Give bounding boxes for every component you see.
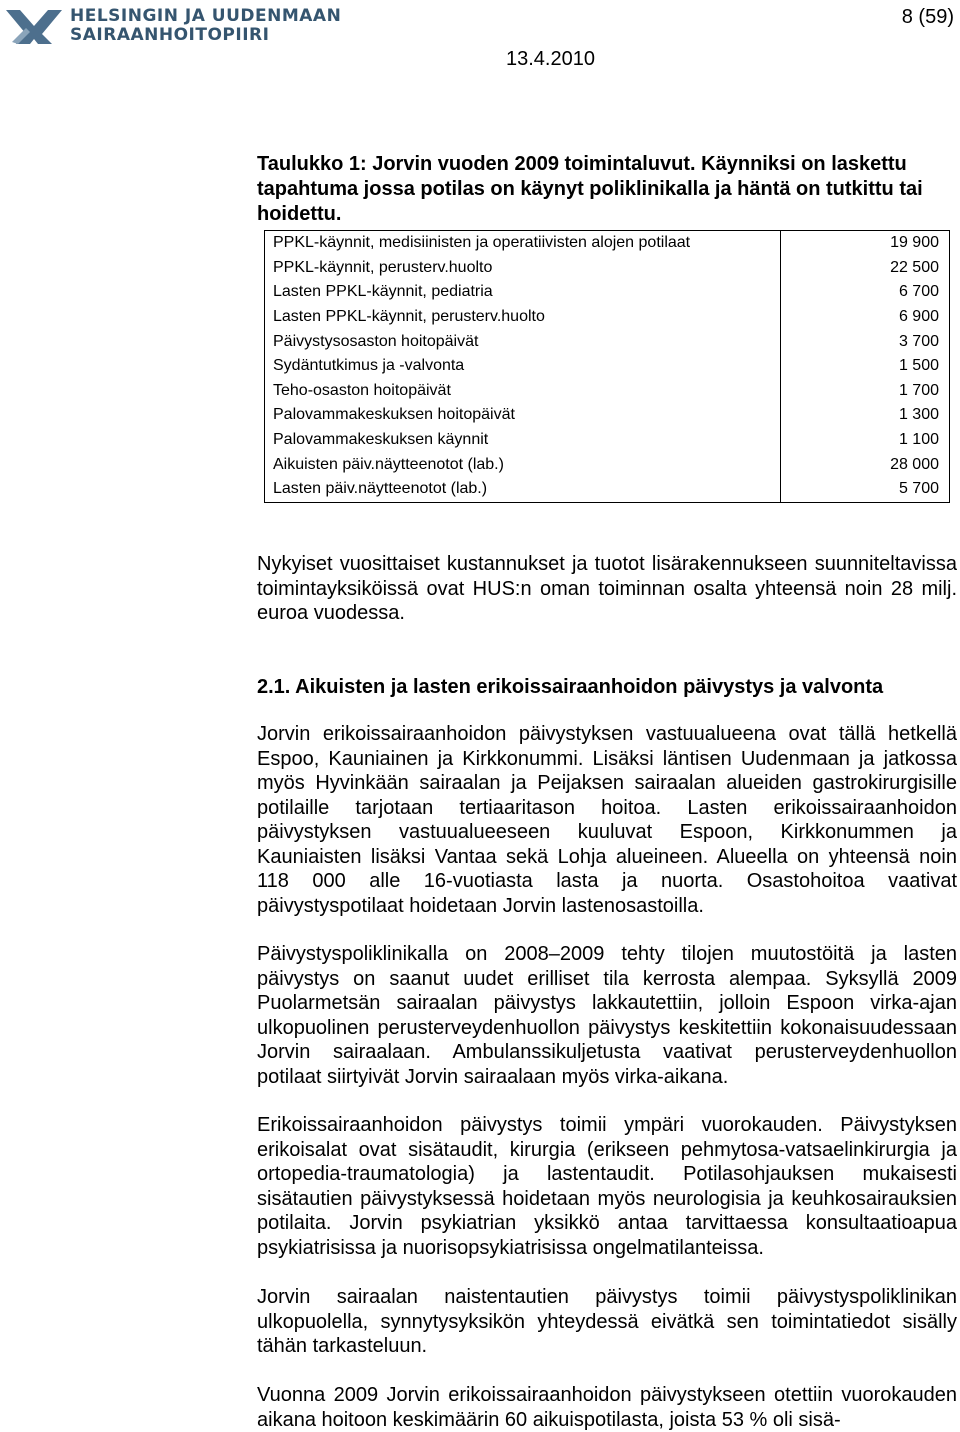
table-cell-label: PPKL-käynnit, perusterv.huolto bbox=[273, 258, 493, 276]
document-date: 13.4.2010 bbox=[506, 48, 595, 70]
table-row bbox=[265, 477, 950, 502]
table-cell-label: Palovammakeskuksen hoitopäivät bbox=[273, 406, 515, 424]
table-caption: Taulukko 1: Jorvin vuoden 2009 toimintaluvut. Käynniksi on laskettu tapahtuma jossa potilas on käynyt poliklinikalla ja häntä on tutkittu tai hoidettu. bbox=[257, 153, 923, 225]
table-row bbox=[265, 354, 950, 379]
table-row bbox=[265, 329, 950, 354]
hus-logo-mark-icon bbox=[4, 4, 66, 46]
paragraph-specialties: Erikoissairaanhoidon päivystys toimii ympäri vuorokauden. Päivystyksen erikoisalat ovat sisätaudit, kirurgia (erikseen pehmytosa-vatsaelinkirurgia ja ortopedia-traumatologia) ja lastentaudit. Potilasohjauksen mukaisesti sisätautien päivystyksessä hoidetaan myös neurologisia ja keuhkosairauksien potilaita. Jorvin psykiatrian yksikkö antaa tarvittaessa konsultaatioapua psykiatrisissa ja nuorisopsykiatrisissa ongelmatilanteissa. bbox=[257, 1114, 957, 1259]
paragraph-costs: Nykyiset vuosittaiset kustannukset ja tuotot lisärakennukseen suunniteltavissa toimintayksiköissä ovat HUS:n oman toiminnan osalta yhteensä noin 28 milj. euroa vuodessa. bbox=[257, 553, 957, 624]
paragraph-patients-2009: Vuonna 2009 Jorvin erikoissairaanhoidon päivystykseen otettiin vuorokauden aikana hoitoon keskimäärin 60 aikuispotilasta, joista 53 % oli sisä- bbox=[257, 1384, 957, 1431]
paragraph-gynecology: Jorvin sairaalan naistentautien päivystys toimii päivystyspoliklinikan ulkopuolella, synnytysyksikön yhteydessä eivätkä sen toimintatiedot sisälly tähän tarkasteluun. bbox=[257, 1286, 957, 1357]
table-cell-value: 22 500 bbox=[781, 256, 950, 281]
table-cell-label: Lasten PPKL-käynnit, perusterv.huolto bbox=[273, 308, 545, 326]
table-cell-value: 6 900 bbox=[781, 305, 950, 330]
table-cell-label: Lasten päiv.näytteenotot (lab.) bbox=[273, 480, 488, 498]
table-cell-value: 5 700 bbox=[781, 477, 950, 502]
table-cell-label: Palovammakeskuksen käynnit bbox=[273, 431, 489, 449]
table-row bbox=[265, 280, 950, 305]
table-cell-value: 1 700 bbox=[781, 379, 950, 404]
logo-text-line2: SAIRAANHOITOPIIRI bbox=[70, 25, 270, 45]
table-cell-value: 19 900 bbox=[781, 231, 950, 256]
table-cell-value: 28 000 bbox=[781, 452, 950, 477]
page-number: 8 (59) bbox=[901, 6, 954, 28]
table-cell-label: PPKL-käynnit, medisiinisten ja operatiivisten alojen potilaat bbox=[273, 234, 691, 252]
table-cell-value: 1 100 bbox=[781, 428, 950, 453]
table-row bbox=[265, 256, 950, 281]
table-cell-label: Aikuisten päiv.näytteenotot (lab.) bbox=[273, 455, 504, 473]
table-cell-value: 1 500 bbox=[781, 354, 950, 379]
table-row bbox=[265, 403, 950, 428]
table-cell-label: Teho-osaston hoitopäivät bbox=[273, 381, 451, 399]
table-row bbox=[265, 452, 950, 477]
table-cell-value: 6 700 bbox=[781, 280, 950, 305]
section-heading: 2.1. Aikuisten ja lasten erikoissairaanhoidon päivystys ja valvonta bbox=[257, 676, 884, 698]
table-row bbox=[265, 428, 950, 453]
table-row bbox=[265, 379, 950, 404]
table-cell-label: Sydäntutkimus ja -valvonta bbox=[273, 357, 465, 375]
logo-text-line1: HELSINGIN JA UUDENMAAN bbox=[70, 6, 342, 26]
table-cell-label: Päivystysosaston hoitopäivät bbox=[273, 332, 479, 350]
table-cell-value: 3 700 bbox=[781, 329, 950, 354]
table-cell-value: 1 300 bbox=[781, 403, 950, 428]
table-row bbox=[265, 231, 950, 256]
hus-logo bbox=[4, 4, 342, 46]
paragraph-renovation: Päivystyspoliklinikalla on 2008–2009 tehty tilojen muutostöitä ja lasten päivystys on saanut uudet erilliset tila kerrosta alempaa. Syksyllä 2009 Puolarmetsän sairaalan päivystys lakkautettiin, jolloin Espoon virka-ajan ulkopuolinen perusterveydenhuollon päivystys keskitettiin kokonaisuudessaan Jorvin sairaalaan. Ambulanssikuljetusta vaativat perusterveydenhuollon potilaat siirtyivät Jorvin sairaalaan myös virka-aikana. bbox=[257, 943, 957, 1088]
table-row bbox=[265, 305, 950, 330]
table-cell-label: Lasten PPKL-käynnit, pediatria bbox=[273, 283, 493, 301]
statistics-table bbox=[264, 230, 950, 503]
paragraph-responsibility: Jorvin erikoissairaanhoidon päivystyksen vastuualueena ovat tällä hetkellä Espoo, Kauniainen ja Kirkkonummi. Lisäksi läntisen Uudenmaan ja jatkossa myös Hyvinkään sairaalan ja Peijaksen sairaalan alueiden gastrokirurgisille potilaille tarjotaan tertiaaritason hoitoa. Lasten erikoissairaanhoidon päivystyksen vastuualueeseen kuuluvat Espoon, Kirkkonummen ja Kauniaisten lisäksi Vantaa sekä Lohja alueineen. Alueella on yhteensä noin 118 000 alle 16-vuotiasta lasta ja nuorta. Osastohoitoa vaativat päivystyspotilaat hoidetaan Jorvin lastenosastoilla. bbox=[257, 723, 957, 917]
